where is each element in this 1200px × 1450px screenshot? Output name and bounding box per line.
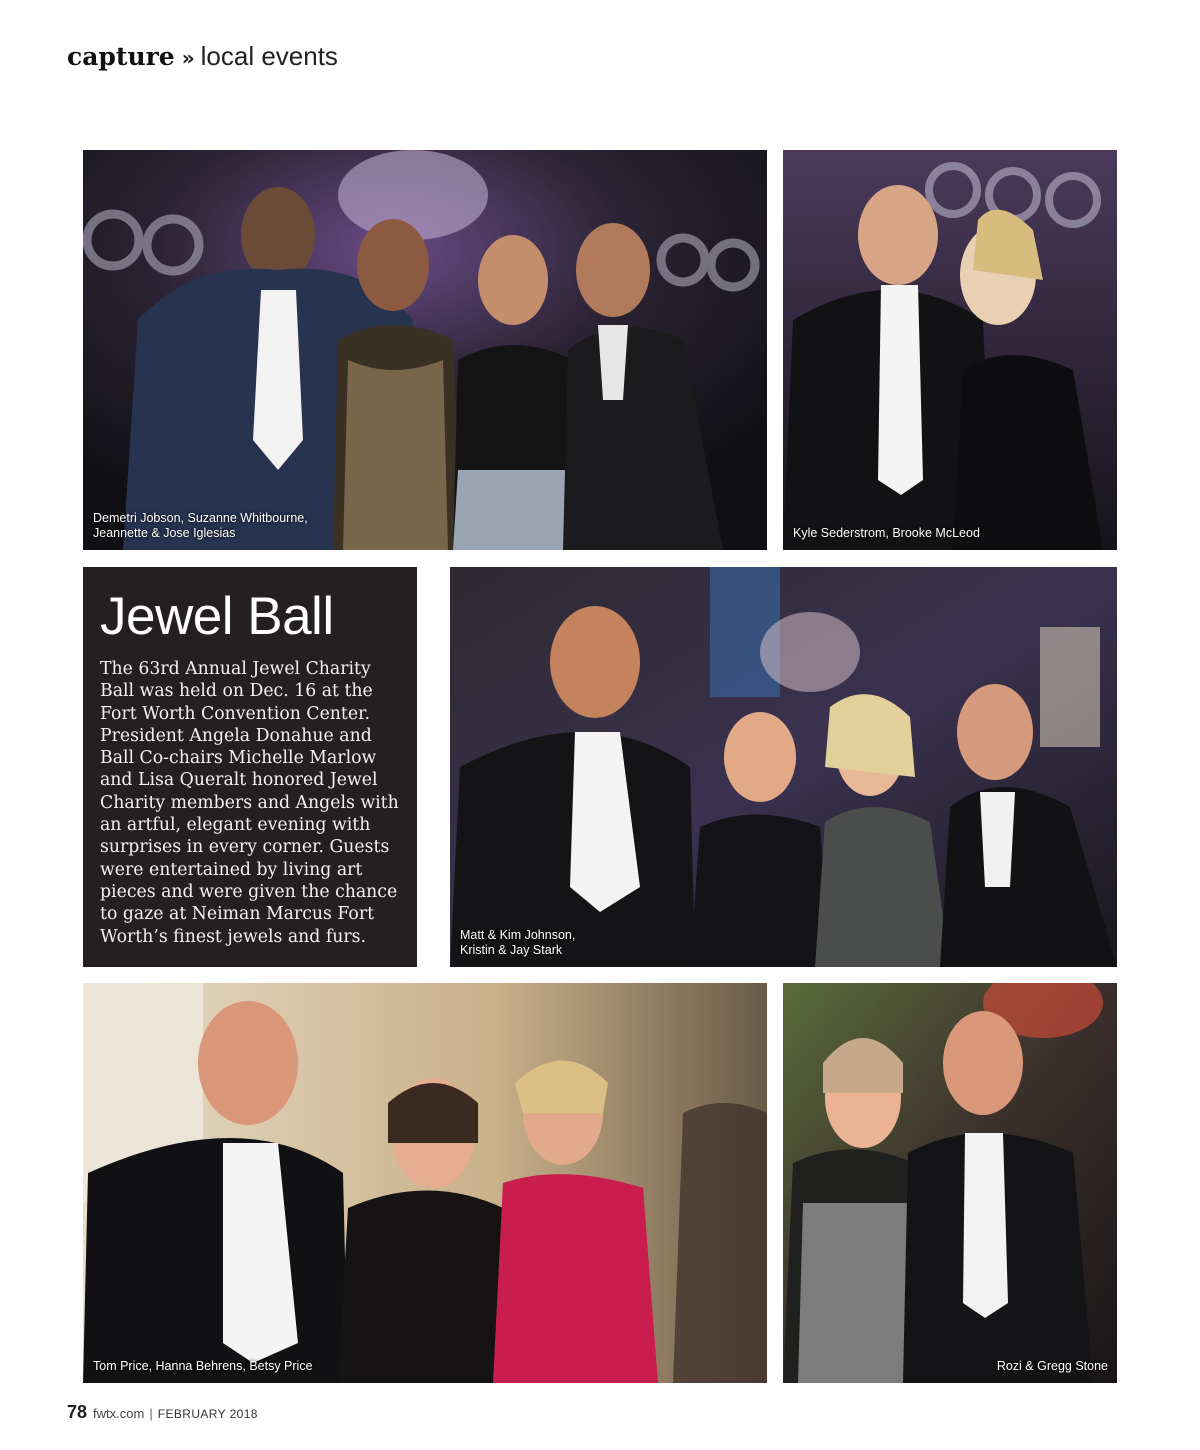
article-body — [100, 658, 401, 948]
photo-caption — [460, 928, 720, 958]
caption-line: Jeannette & Jose Iglesias — [93, 526, 236, 540]
article-line: Charity members and Angels with — [100, 792, 399, 813]
event-photo-1 — [83, 150, 767, 550]
photo-caption — [93, 1359, 353, 1374]
page-number: 78 — [67, 1402, 88, 1422]
event-photo-4 — [83, 983, 767, 1383]
photo-scene-3 — [450, 567, 1117, 967]
photo-scene-4 — [83, 983, 767, 1383]
breadcrumb-separator: » — [181, 46, 195, 70]
subsection-name: local events — [200, 41, 338, 71]
caption-line: Matt & Kim Johnson, — [460, 928, 576, 942]
article-line: were entertained by living art — [100, 859, 363, 880]
article-line: an artful, elegant evening with — [100, 815, 371, 836]
event-photo-2 — [783, 150, 1117, 550]
article-line: Ball was held on Dec. 16 at the — [100, 681, 373, 702]
event-photo-5 — [783, 983, 1117, 1383]
article-line: Worth’s finest jewels and furs. — [100, 926, 367, 947]
article-line: to gaze at Neiman Marcus Fort — [100, 904, 375, 925]
article-line: pieces and were given the chance — [100, 881, 398, 902]
article-line: and Lisa Queralt honored Jewel — [100, 770, 378, 791]
section-name: capture — [67, 42, 175, 71]
article-title: Jewel Ball — [100, 587, 334, 646]
article-line: The 63rd Annual Jewel Charity — [100, 659, 371, 679]
photo-scene-5 — [783, 983, 1117, 1383]
photo-caption — [997, 1359, 1108, 1374]
article-line: Fort Worth Convention Center. — [100, 703, 370, 724]
article-line: President Angela Donahue and — [100, 725, 372, 746]
article-line: surprises in every corner. Guests — [100, 837, 390, 858]
caption-line: Kristin & Jay Stark — [460, 943, 563, 957]
caption-line: Tom Price, Hanna Behrens, Betsy Price — [93, 1359, 313, 1373]
caption-line: Kyle Sederstrom, Brooke McLeod — [793, 526, 980, 540]
site-name: fwtx.com — [93, 1406, 145, 1421]
page-footer — [67, 1402, 258, 1423]
photo-scene-1 — [83, 150, 767, 550]
issue-date: FEBRUARY 2018 — [157, 1407, 258, 1421]
article-panel — [83, 567, 417, 967]
photo-caption — [93, 511, 353, 541]
section-header — [67, 38, 338, 76]
footer-divider: | — [149, 1406, 153, 1421]
event-photo-3 — [450, 567, 1117, 967]
article-line: Ball Co-chairs Michelle Marlow — [100, 748, 377, 769]
caption-line: Demetri Jobson, Suzanne Whitbourne, — [93, 511, 308, 525]
photo-scene-2 — [783, 150, 1117, 550]
photo-caption — [793, 526, 1053, 541]
caption-line: Rozi & Gregg Stone — [996, 1359, 1108, 1373]
